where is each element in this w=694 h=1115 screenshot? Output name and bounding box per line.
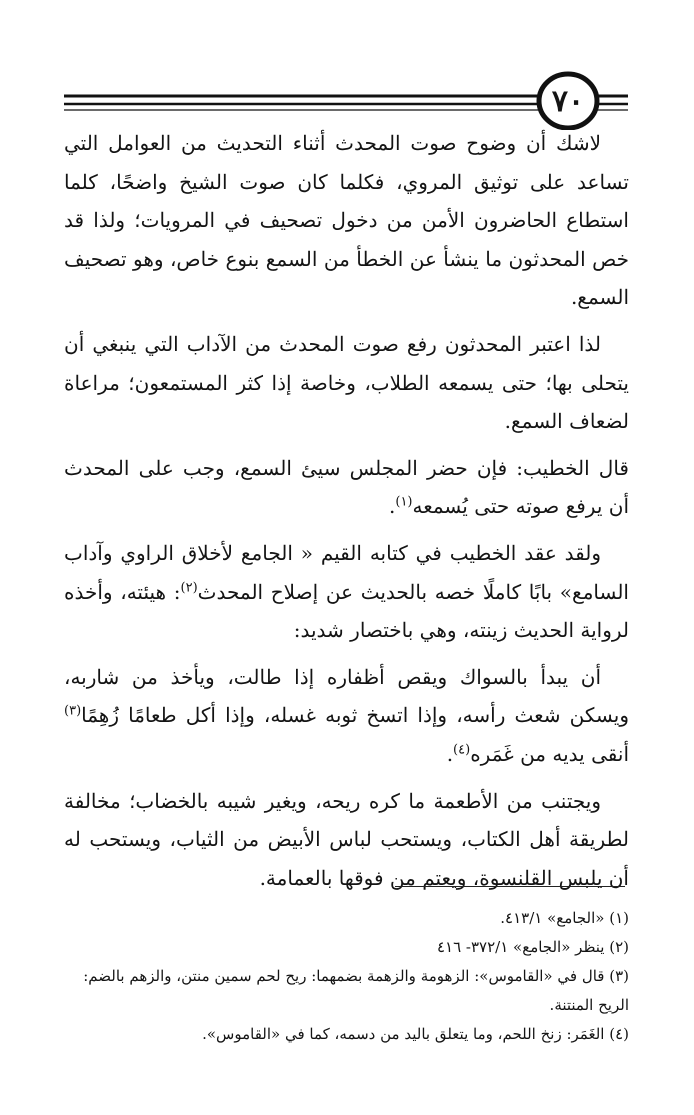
paragraph-5-end: . bbox=[446, 741, 454, 766]
paragraph-4-end: : هيئته، وأخذه لرواية الحديث زينته، وهي باختصار شديد: bbox=[64, 579, 629, 643]
paragraph-5 bbox=[64, 658, 629, 774]
paragraph-1: لاشك أن وضوح صوت المحدث أثناء التحديث من العوامل التي تساعد على توثيق المروي، فكلما كان صوت الشيخ واضحًا، كلما استطاع الحاضرون الأمن من دخول تصحيف في المرويات؛ ولذا قد خص المحدثون ما ينشأ عن الخطأ من السمع بنوع خاص، وهو تصحيف السمع. bbox=[64, 131, 629, 310]
footnote-ref-4: (٤) bbox=[453, 742, 471, 758]
paragraph-5-text: أن يبدأ بالسواك ويقص أظفاره إذا طالت، ويأخذ من شاربه، ويسكن شعث رأسه، وإذا اتسخ ثوبه غسله، وإذا أكل طعامًا زُهِمًا bbox=[64, 664, 629, 728]
footnote-ref-1: (١) bbox=[395, 494, 413, 510]
footnote-4: (٤) الغَمَر: زنخ اللحم، وما يتعلق باليد من دسمه، كما في «القاموس». bbox=[202, 1025, 629, 1043]
footnote-separator bbox=[395, 886, 625, 887]
page-header bbox=[0, 0, 694, 130]
paragraph-6: ويجتنب من الأطعمة ما كره ريحه، ويغير شيبه بالخضاب؛ مخالفة لطريقة أهل الكتاب، ويستحب لباس الأبيض من الثياب، ويستحب له أن يلبس القلنسوة، ويعتم من فوقها بالعمامة. bbox=[64, 788, 629, 890]
page-number: ٧٠ bbox=[551, 84, 585, 119]
paragraph-3-end: . bbox=[389, 494, 396, 519]
footnote-ref-3: (٣) bbox=[64, 703, 82, 719]
paragraph-5-middle: أنقى يديه من غَمَره bbox=[470, 741, 629, 766]
footnotes bbox=[64, 904, 629, 1049]
main-text bbox=[64, 124, 629, 905]
footnote-1: (١) «الجامع» ٤١٣/١. bbox=[500, 909, 629, 927]
paragraph-4 bbox=[64, 534, 629, 650]
paragraph-3 bbox=[64, 449, 629, 526]
footnote-2: (٢) ينظر «الجامع» ٣٧٢/١- ٤١٦ bbox=[436, 938, 629, 956]
paragraph-2: لذا اعتبر المحدثون رفع صوت المحدث من الآداب التي ينبغي أن يتحلى بها؛ حتى يسمعه الطلاب، وخاصة إذا كثر المستمعون؛ مراعاة لضعاف السمع. bbox=[64, 331, 629, 434]
paragraph-3-text: قال الخطيب: فإن حضر المجلس سيئ السمع، وجب على المحدث أن يرفع صوته حتى يُسمعه bbox=[64, 455, 629, 519]
footnote-ref-2: (٢) bbox=[180, 579, 198, 595]
paragraph-4-text: ولقد عقد الخطيب في كتابه القيم « الجامع لأخلاق الراوي وآداب السامع» بابًا كاملًا خصه بالحديث عن إصلاح المحدث bbox=[64, 540, 629, 604]
footnote-3: (٣) قال في «القاموس»: الزهومة والزهمة بضمهما: ريح لحم سمين منتن، والزهم بالضم: الريح المنتنة. bbox=[83, 967, 629, 1014]
